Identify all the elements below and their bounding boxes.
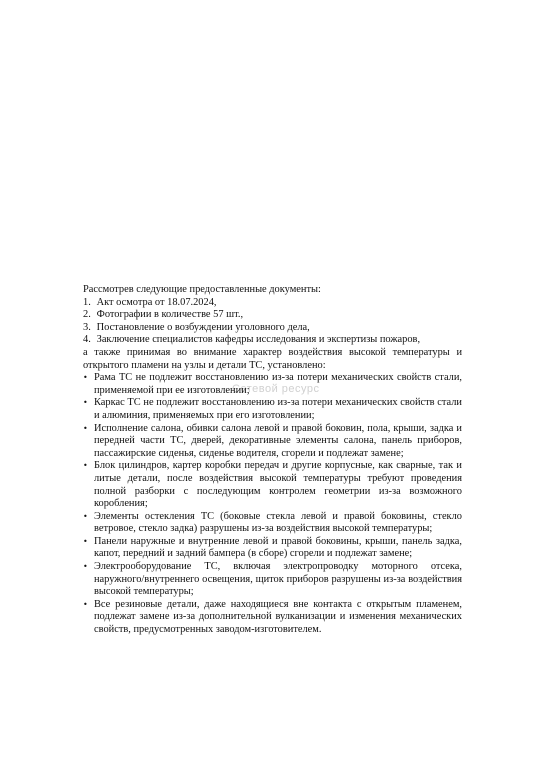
- finding-item: [83, 423, 462, 461]
- finding-item: [83, 372, 462, 397]
- finding-text: Панели наружные и внутренние левой и правой боковины, крыши, панель задка, капот, передний и задний бампера (в сборе) сгорели и подлежат замене;: [94, 535, 462, 560]
- lead-text: а также принимая во внимание характер воздействия высокой температуры и открытого пламени на узлы и детали ТС, установлено:: [83, 346, 462, 371]
- finding-text: Исполнение салона, обивки салона левой и правой боковин, пола, крыши, задка и передней части ТС, дверей, декоративные элементы салона, панель приборов, пассажирские сиденья, сиденье водителя, сгорели и подлежат замене;: [94, 422, 462, 459]
- finding-item: [83, 511, 462, 536]
- document-text: Постановление о возбуждении уголовного дела,: [96, 321, 310, 333]
- document-body: [83, 284, 462, 637]
- finding-item: [83, 536, 462, 561]
- intro-text: Рассмотрев следующие предоставленные документы:: [83, 284, 321, 295]
- bullet-icon: •: [83, 599, 88, 609]
- finding-text: Элементы остекления ТС (боковые стекла левой и правой боковины, стекло ветровое, стекло задка) разрушены из-за воздействия высокой температуры;: [94, 510, 462, 535]
- finding-item: [83, 599, 462, 637]
- bullet-icon: •: [83, 511, 88, 521]
- document-text: Фотографии в количестве 57 шт.,: [96, 309, 244, 321]
- document-text: Заключение специалистов кафедры исследования и экспертизы пожаров,: [96, 334, 421, 346]
- bullet-icon: •: [83, 398, 88, 408]
- finding-item: [83, 397, 462, 422]
- document-number: 2.: [83, 309, 91, 321]
- finding-text: Электрооборудование ТС, включая электропроводку моторного отсека, наружного/внутреннего освещения, щиток приборов разрушены из-за воздействия высокой температуры;: [94, 561, 462, 598]
- bullet-icon: •: [83, 373, 88, 383]
- documents-list: [83, 297, 462, 347]
- watermark: Сетевой ресурс: [232, 383, 320, 395]
- bullet-icon: •: [83, 461, 88, 471]
- bullet-icon: •: [83, 423, 88, 433]
- document-item: [83, 322, 462, 335]
- document-number: 1.: [83, 296, 91, 308]
- bullet-icon: •: [83, 562, 88, 572]
- document-item: [83, 309, 462, 322]
- finding-text: Каркас ТС не подлежит восстановлению из-за потери механических свойств стали и алюминия, применяемых при его изготовлении;: [94, 397, 462, 421]
- document-item: [83, 297, 462, 310]
- finding-item: [83, 561, 462, 599]
- finding-text: Блок цилиндров, картер коробки передач и другие корпусные, как сварные, так и литые детали, после воздействия высокой температуры требуют проведения полной разборки с последующим контролем геометрии из-за возможного коробления;: [94, 460, 462, 510]
- bullet-icon: •: [83, 536, 88, 546]
- finding-text: Все резиновые детали, даже находящиеся вне контакта с открытым пламенем, подлежат замене из-за дополнительной вулканизации и изменения механических свойств, предусмотренных заводом-изготовителем.: [94, 598, 462, 636]
- findings-list: [83, 372, 462, 636]
- document-item: [83, 334, 462, 347]
- document-text: Акт осмотра от 18.07.2024,: [96, 296, 217, 308]
- finding-item: [83, 460, 462, 510]
- finding-text: Рама ТС не подлежит восстановлению из-за потери механических свойств стали, применяемой при ее изготовлении;: [94, 372, 462, 396]
- document-number: 4.: [83, 334, 91, 346]
- document-number: 3.: [83, 321, 91, 333]
